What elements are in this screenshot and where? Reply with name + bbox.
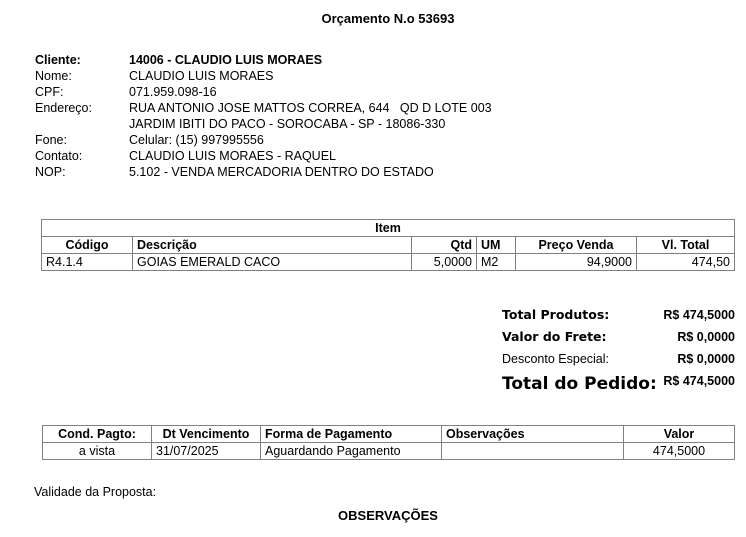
header-vl-total: Vl. Total xyxy=(637,237,735,254)
table-row xyxy=(43,443,735,460)
table-row xyxy=(42,254,735,271)
total-produtos-label: Total Produtos: xyxy=(502,307,610,322)
frete-row xyxy=(502,326,735,348)
cpf-label: CPF: xyxy=(35,85,64,99)
desconto-label: Desconto Especial: xyxy=(502,352,610,366)
desconto-value: R$ 0,0000 xyxy=(677,352,735,366)
client-info xyxy=(35,52,492,180)
name-value: CLAUDIO LUIS MORAES xyxy=(129,69,274,83)
items-header-row xyxy=(42,237,735,254)
frete-label: Valor do Frete: xyxy=(502,329,607,344)
header-valor: Valor xyxy=(624,426,735,443)
address-line2-row xyxy=(35,116,492,132)
name-row xyxy=(35,68,492,84)
phone-label: Fone: xyxy=(35,133,67,147)
header-observacoes: Observações xyxy=(442,426,624,443)
client-value: 14006 - CLAUDIO LUIS MORAES xyxy=(129,53,323,67)
validade-label: Validade da Proposta: xyxy=(34,485,157,499)
document-title: Orçamento N.o 53693 xyxy=(321,11,455,26)
desconto-row xyxy=(502,348,735,370)
header-qtd: Qtd xyxy=(412,237,477,254)
client-label: Cliente: xyxy=(35,53,81,67)
total-produtos-row xyxy=(502,304,735,326)
phone-row xyxy=(35,132,492,148)
header-cond-pagto: Cond. Pagto: xyxy=(43,426,152,443)
header-forma-pagamento: Forma de Pagamento xyxy=(261,426,442,443)
cpf-value: 071.959.098-16 xyxy=(129,85,217,99)
cell-preco-venda: 94,9000 xyxy=(516,254,637,271)
address-row xyxy=(35,100,492,116)
cell-um: M2 xyxy=(477,254,516,271)
contact-label: Contato: xyxy=(35,149,83,163)
contact-value: CLAUDIO LUIS MORAES - RAQUEL xyxy=(129,149,336,163)
payment-header-row xyxy=(43,426,735,443)
cell-vl-total: 474,50 xyxy=(637,254,735,271)
cell-forma-pagamento: Aguardando Pagamento xyxy=(261,443,442,460)
header-um: UM xyxy=(477,237,516,254)
cell-observacoes xyxy=(442,443,624,460)
phone-value: Celular: (15) 997995556 xyxy=(129,133,264,147)
address-label: Endereço: xyxy=(35,101,92,115)
nop-label: NOP: xyxy=(35,165,66,179)
total-produtos-value: R$ 474,5000 xyxy=(663,308,735,322)
cell-cond-pagto: a vista xyxy=(43,443,152,460)
cell-valor: 474,5000 xyxy=(624,443,735,460)
observacoes-title: OBSERVAÇÕES xyxy=(338,508,438,523)
frete-value: R$ 0,0000 xyxy=(677,330,735,344)
name-label: Nome: xyxy=(35,69,72,83)
payment-table xyxy=(42,425,735,460)
totals-block xyxy=(502,304,735,398)
client-row xyxy=(35,52,492,68)
nop-row xyxy=(35,164,492,180)
cell-qtd: 5,0000 xyxy=(412,254,477,271)
header-codigo: Código xyxy=(42,237,133,254)
total-pedido-label: Total do Pedido: xyxy=(502,374,657,394)
contact-row xyxy=(35,148,492,164)
header-descricao: Descrição xyxy=(133,237,412,254)
items-table xyxy=(41,219,735,271)
nop-value: 5.102 - VENDA MERCADORIA DENTRO DO ESTADO xyxy=(129,165,434,179)
address-line2-label xyxy=(35,116,129,132)
total-pedido-row xyxy=(502,370,735,398)
header-preco-venda: Preço Venda xyxy=(516,237,637,254)
cell-codigo: R4.1.4 xyxy=(42,254,133,271)
address-line2-value: JARDIM IBITI DO PACO - SOROCABA - SP - 18086-330 xyxy=(129,117,446,131)
items-caption: Item xyxy=(42,220,735,237)
header-dt-vencimento: Dt Vencimento xyxy=(152,426,261,443)
cell-descricao: GOIAS EMERALD CACO xyxy=(133,254,412,271)
total-pedido-value: R$ 474,5000 xyxy=(663,374,735,388)
cell-dt-vencimento: 31/07/2025 xyxy=(152,443,261,460)
address-value: RUA ANTONIO JOSE MATTOS CORREA, 644 QD D LOTE 003 xyxy=(129,101,492,115)
cpf-row xyxy=(35,84,492,100)
